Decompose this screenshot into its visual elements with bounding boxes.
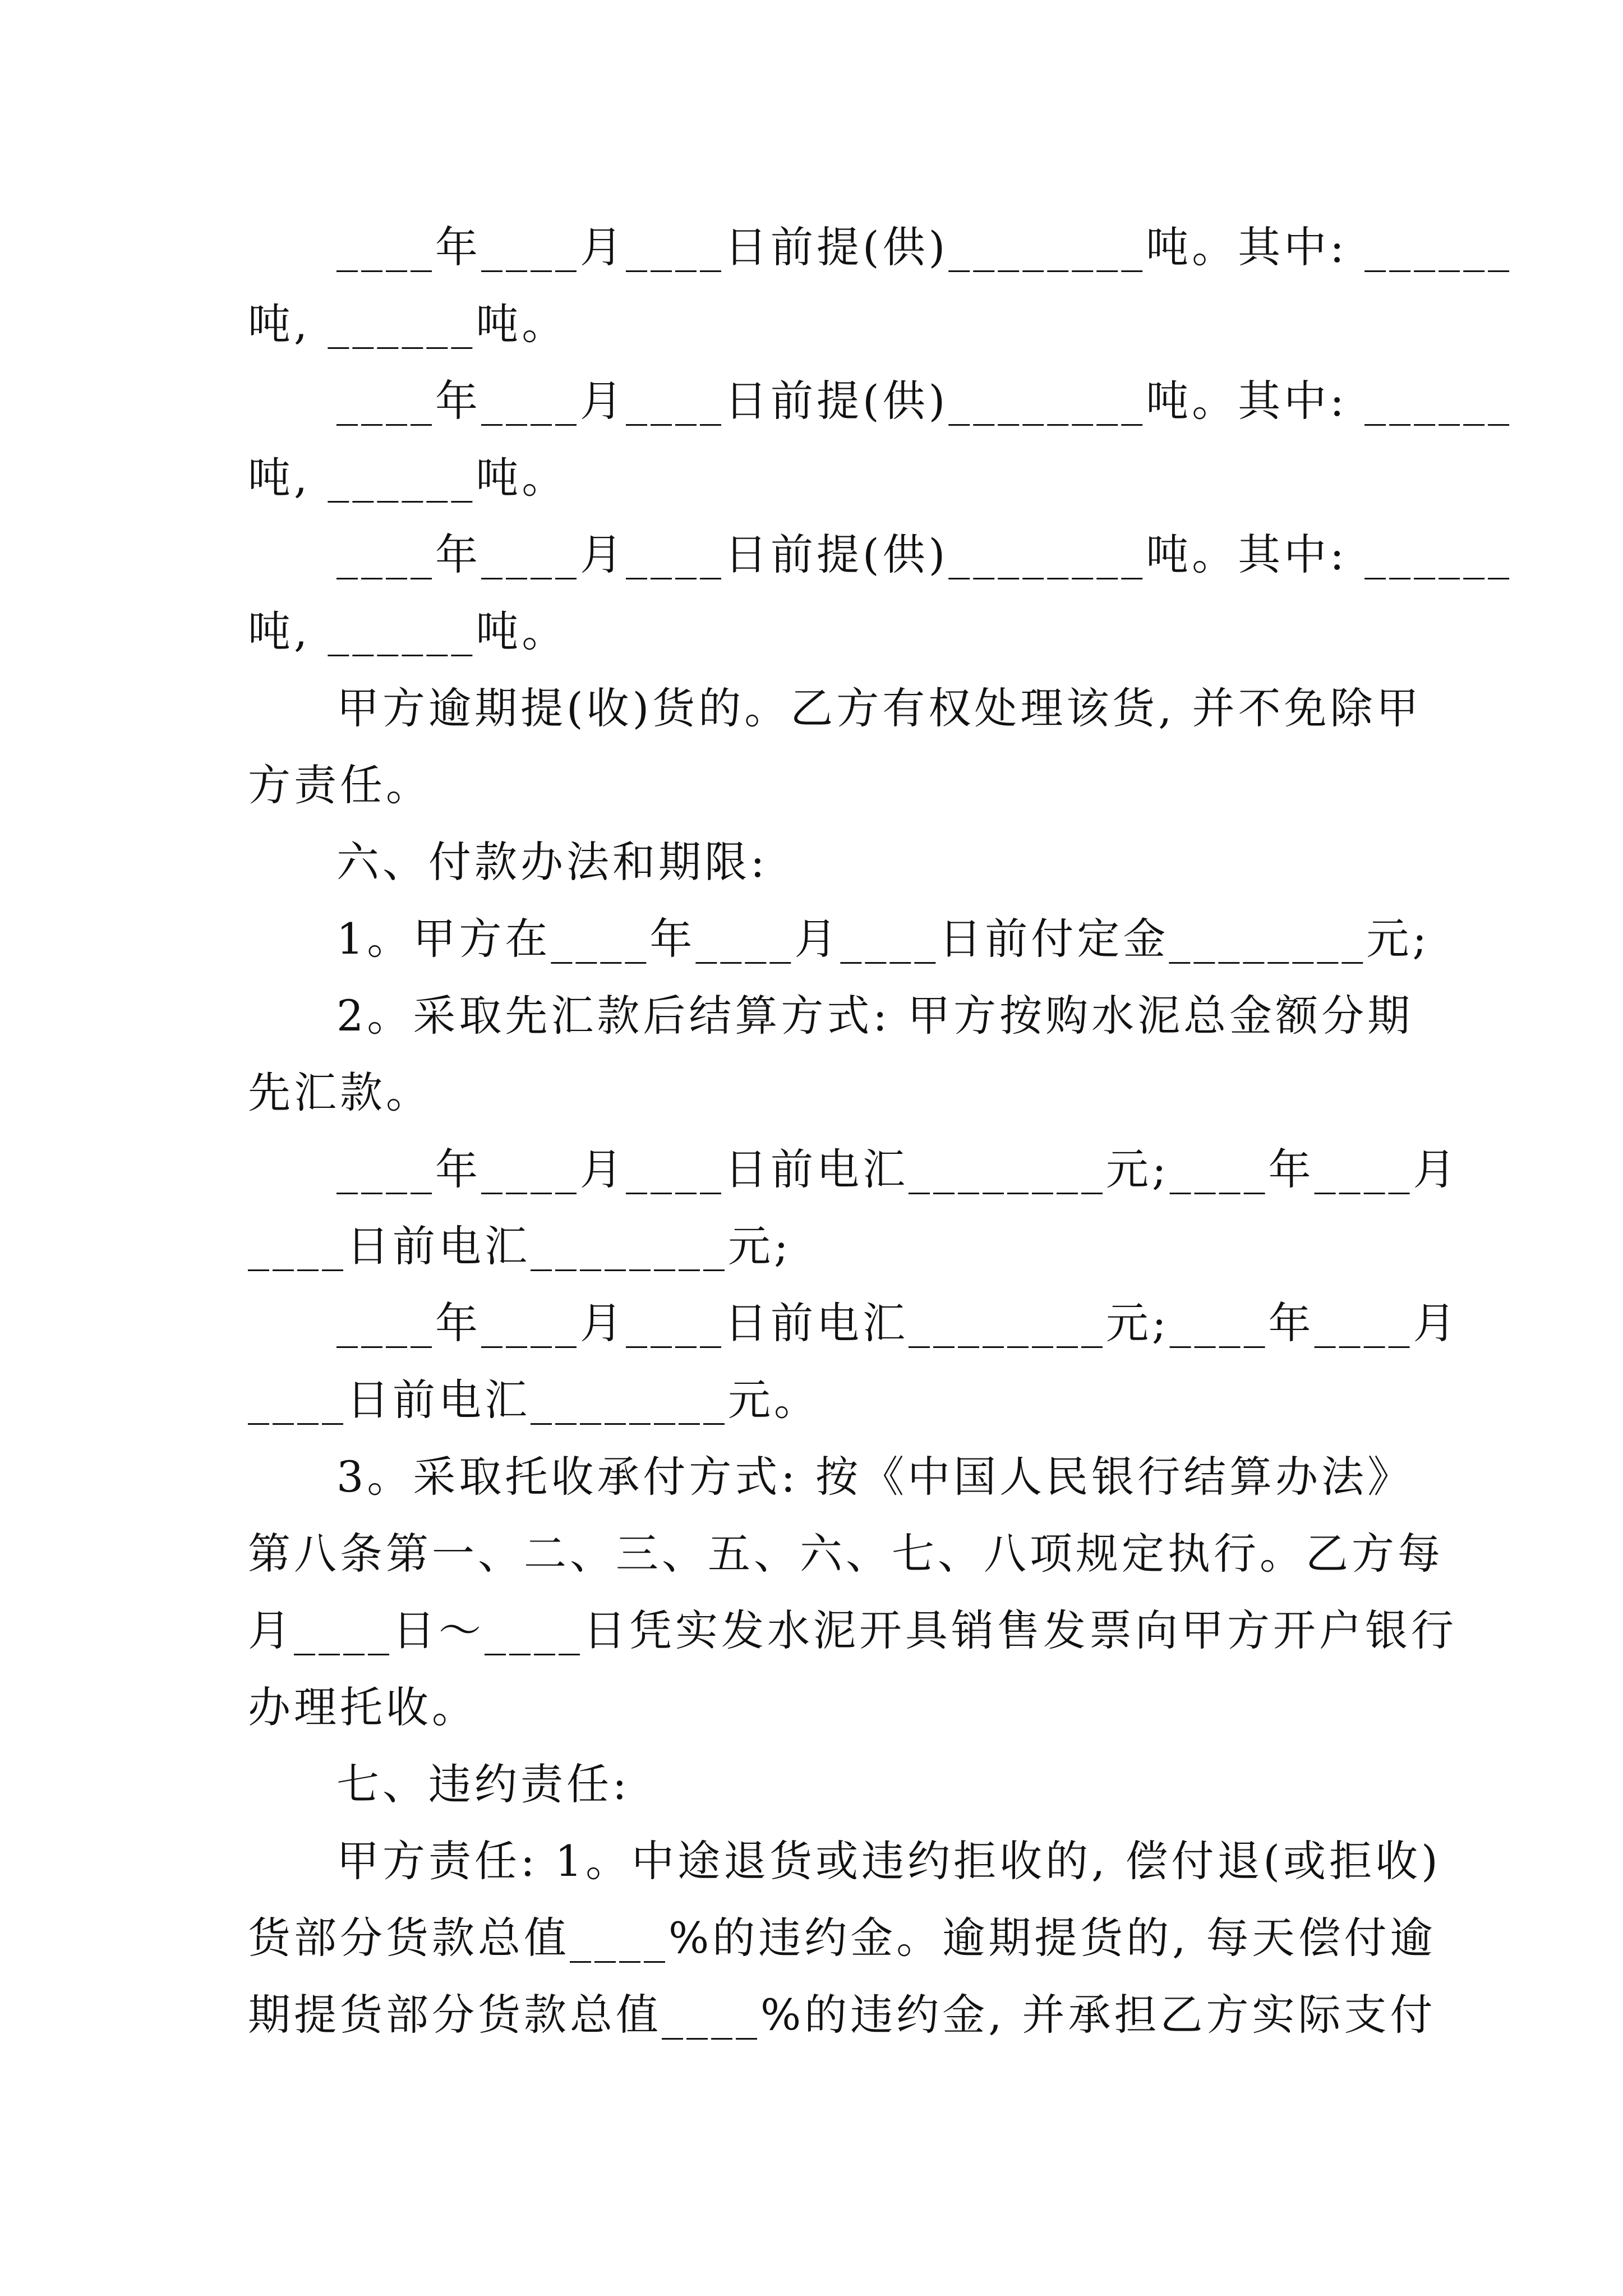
text-line: ____日前电汇________元。 xyxy=(248,1375,820,1425)
text-line: ____日前电汇________元; xyxy=(248,1221,792,1271)
text-line: 办理托收。 xyxy=(248,1682,478,1732)
text-line: 方责任。 xyxy=(248,760,432,810)
text-line: 吨, ______吨。 xyxy=(248,606,568,656)
text-line: 1。甲方在____年____月____日前付定金________元; xyxy=(336,914,1430,964)
text-line: 吨, ______吨。 xyxy=(248,453,568,503)
text-line: ____年____月____日前电汇________元;____年____月 xyxy=(336,1298,1459,1348)
text-line: 甲方逾期提(收)货的。乙方有权处理该货, 并不免除甲 xyxy=(336,683,1422,733)
text-line: 吨, ______吨。 xyxy=(248,299,568,349)
text-line: 甲方责任: 1。中途退货或违约拒收的, 偿付退(或拒收) xyxy=(336,1836,1441,1886)
text-line: 3。采取托收承付方式: 按《中国人民银行结算办法》 xyxy=(336,1452,1414,1502)
text-line: 先汇款。 xyxy=(248,1068,432,1117)
section-heading: 六、付款办法和期限: xyxy=(336,837,768,887)
text-line: 期提货部分货款总值____%的违约金, 并承担乙方实际支付 xyxy=(248,1990,1436,2040)
section-heading: 七、违约责任: xyxy=(336,1759,630,1809)
text-line: 第八条第一、二、三、五、六、七、八项规定执行。乙方每 xyxy=(248,1529,1444,1579)
text-line: 月____日～____日凭实发水泥开具销售发票向甲方开户银行 xyxy=(248,1605,1457,1655)
text-line: ____年____月____日前提(供)________吨。其中: ______ xyxy=(336,530,1513,579)
text-line: ____年____月____日前电汇________元;____年____月 xyxy=(336,1144,1459,1194)
text-line: 2。采取先汇款后结算方式: 甲方按购水泥总金额分期 xyxy=(336,991,1414,1041)
text-line: 货部分货款总值____%的违约金。逾期提货的, 每天偿付逾 xyxy=(248,1913,1436,1963)
text-line: ____年____月____日前提(供)________吨。其中: ______ xyxy=(336,376,1513,426)
text-line: ____年____月____日前提(供)________吨。其中: ______ xyxy=(336,222,1513,272)
document-body xyxy=(248,209,1513,2053)
